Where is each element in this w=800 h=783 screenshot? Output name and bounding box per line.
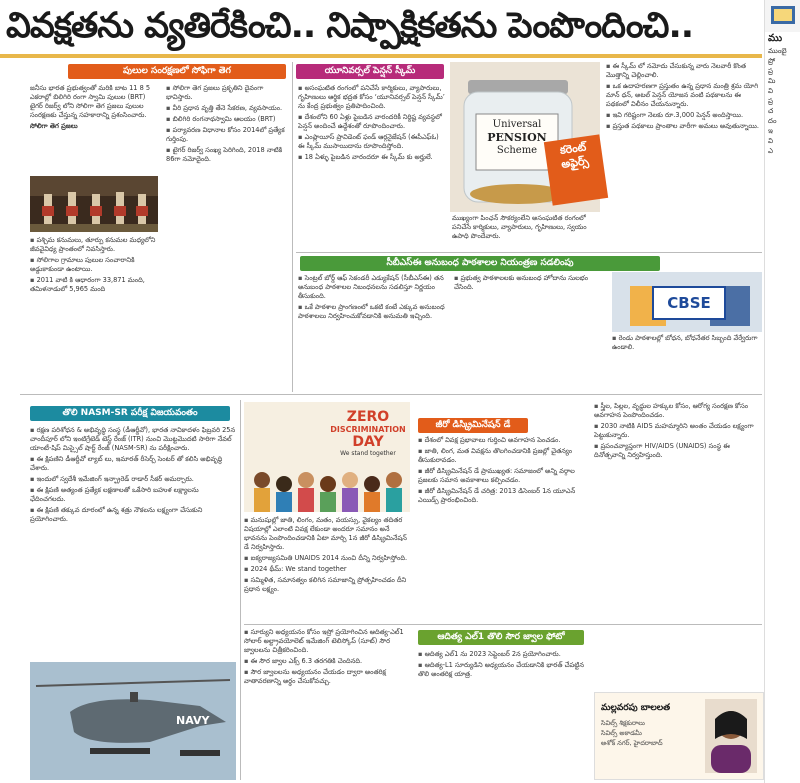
zero-point: ▪ 2024 థీమ్: We stand together [244,565,410,574]
tiger-intro-text: జనీసు భారత ప్రభుత్వంతో మరికి బాట 11 8 5 ఎకరాల్లో బిలిగిరి రంగా స్వామి పులుల (BRT) టైగర్ రిజర్వ్ లోని సోలిగా తెగ ప్రజలు పులుల సంరక్షణకు చేస్తున్న సహకారాన్ని ప్రశంసించారు. [30,84,151,119]
poster-title-line: DAY [352,434,384,450]
author-city: అశోక్ నగర్, హైదరాబాద్ [601,739,663,747]
sidebar-item: ప్ర [768,97,773,105]
aditya-title: ఆదిత్య ఎల్1 తొలి సౌర జ్వాల ఫోటో [418,630,584,645]
jar-label-line: Scheme [496,145,538,156]
zero-text [244,516,410,616]
jar-label-line: Universal [492,119,542,130]
author-box [594,692,764,780]
cbse-title: సీబీఎస్ఈ అనుబంధ పాఠశాలల నియంత్రణ సడలింపు [300,256,660,271]
right-cropped-column [764,0,800,783]
cbse-text-left [298,274,450,392]
author-avatar [705,699,757,773]
tiger-mid-points [166,84,286,390]
zero-point: ▪ మనుషుల్లో జాతి, లింగం, మతం, వయస్సు, వైకల్యం తదితర విషయాల్లో ఎలాంటి వివక్ష లేకుండా అందరూ సమానం అనే భావనను పెంపొందించడానికి ఏటా మార్చి 1న జీరో డిస్క్రిమినేషన్ డే నిర్వహిస్తారు. [244,516,410,552]
jar-label [480,118,554,157]
sidebar-item: ముంబై [768,47,787,55]
sidebar-head: ము [768,33,783,44]
sidebar-item: ప్ర [768,67,773,75]
headline-underline [0,54,762,58]
zero-box-point: ▪ జీరో డిస్క్రిమినేషన్ డే ప్రాముఖ్యత: సమాజంలో అన్ని వర్గాల ప్రజలకు సమాన అవకాశాలు కల్పించడం. [418,467,588,485]
zero-right-point: ▪ స్త్రీల, పిల్లల, వృద్ధుల హక్కుల కోసం, ఆరోగ్య సంరక్షణ కోసం అవగాహన పెంపొందించడం. [594,402,762,420]
navy-helicopter-photo [30,662,236,780]
cbse-logo-image [612,272,762,332]
aditya-point: ▪ సౌర జ్వాలలను అధ్యయనం చేయడం ద్వారా అంతరిక్ష వాతావరణాన్ని అర్థం చేసుకోవచ్చు. [244,668,412,686]
divider [296,252,762,253]
zero-right-point: ▪ ప్రపంచవ్యాప్తంగా HIV/AIDS (UNAIDS) సంస్థ ఈ దినోత్సవాన్ని నిర్వహిస్తుంది. [594,442,762,460]
nasm-title: తొలి NASM-SR పరీక్ష విజయవంతం [30,406,230,421]
pension-point: ▪ ఎంప్లాయీస్ ప్రావిడెంట్ ఫండ్ ఆర్గనైజేషన్ (ఈపీఎఫ్ఓ) ఈ స్కీమ్ ముసాయిదాను రూపొందిస్తోంది. [298,133,446,151]
pension-right-point: ▪ ప్రస్తుత పథకాలు ప్రాంతాల వారీగా అమలు అవుతున్నాయి. [606,122,762,131]
nasm-point: ▪ ఈ క్షిపణి తక్కువ దూరంలో ఉన్న శత్రు నౌకలను లక్ష్యంగా చేసుకుని ప్రయోగించారు. [30,506,236,524]
zero-right-text [594,402,762,622]
nasm-text [30,426,236,658]
nasm-point: ▪ ఈ క్షిపణి అత్యంత ప్రత్యేక లక్షణాలతో ఒకేసారి బహుళ లక్ష్యాలను ఛేదించగలదు. [30,486,236,504]
zero-right-point: ▪ 2030 నాటికి AIDS మహమ్మారిని అంతం చేయడం లక్ష్యంగా పెట్టుకున్నారు. [594,422,762,440]
divider [292,62,293,392]
book-icon [765,0,800,32]
zero-box-point: ▪ జాతి, లింగ, మత వివక్షను తొలగించడానికి ప్రజల్లో చైతన్యం తీసుకురావడం. [418,447,588,465]
pension-bottom-text: ముఖ్యంగా పింఛన్ సౌకర్యంలేని అసంఘటిత రంగంలో పనిచేసే కార్మికులు, వ్యాపారులు, గృహిణులు, స్వయం ఉపాధి పొందేవారు. [452,214,587,240]
tiger-point: ▪ 2011 వాటి కి ఆధారంగా 33,871 మంది, తమిళనాడులో 5,965 మంది [30,276,158,294]
jar-label-line: PENSION [487,131,547,144]
soliga-dancers-photo [30,176,158,232]
poster-tagline: We stand together [340,450,396,457]
sidebar-item: చ [768,107,774,115]
aditya-right-point: ▪ ఆదిత్య-L1 సూర్యుడిని అధ్యయనం చేయడానికి భారత్ చేపట్టిన తొలి అంతరిక్ష యాత్ర. [418,661,588,679]
sidebar-item: ఎ [768,147,773,155]
headline: వివక్షతను వ్యతిరేకించి.. నిష్పాక్షికతను పెంపొందించి.. [6,6,694,46]
poster-heading [328,410,408,458]
pension-point: ▪ దేశంలోని 60 ఏళ్లు పైబడిన వారందరికీ నిర్దిష్ట వ్యవస్థలో పెన్షన్ అందించే ఉద్దేశంతో రూపొందించారు. [298,113,446,131]
pension-right-point: ▪ ఇవి గరిష్టంగా నెలకు రూ.3,000 పెన్షన్ అందిస్తాయి. [606,111,762,120]
divider [244,624,762,625]
aditya-text [244,628,412,780]
author-name: మల్లవరపు బాలలత [601,703,671,713]
sidebar-item: ఇ [768,127,773,135]
pension-right-point: ▪ ఈ స్కీమ్ లో నమోదు చేసుకున్న వారు నెలవారీ కొంత మొత్తాన్ని చెల్లించాలి. [606,62,762,80]
zero-point: ▪ సమ్మిళిత, సమానత్వం కలిగిన సమాజాన్ని ప్రోత్సహించడం దీని ప్రధాన లక్ష్యం. [244,576,410,594]
zero-discrimination-poster [244,402,410,512]
pension-point: ▪ 18 ఏళ్ళు పైబడిన వారందరూ ఈ స్కీమ్ కు అర్హులే. [298,153,446,162]
cbse-point: ▪ ఒకే పాఠశాల ప్రాంగణంలో ఒకటి కంటే ఎక్కువ అనుబంధ పాఠశాలలు నిర్వహించుకోవడానికి అనుమతి ఇచ్చింది. [298,303,450,321]
tiger-mid-point: ▪ బిలిగిరి రంగనాథస్వామి ఆలయం (BRT) [166,115,286,124]
pension-right-text [606,62,762,250]
sidebar-item: వి [768,137,773,145]
zero-box-text [418,436,588,622]
tiger-mid-point: ▪ వీరి ప్రధాన వృత్తి తేనె సేకరణ, వ్యవసాయం. [166,104,286,113]
tiger-mid-point: ▪ టైగర్ రిజర్వ్ సంఖ్య పెరిగింది, 2018 నాటికి 86గా నమోదైంది. [166,146,286,164]
pension-text [298,84,446,254]
pension-right-point: ▪ ఒక ఉదాహరణగా ప్రస్తుతం ఉన్న ప్రధాన మంత్రి శ్రమ యోగి మాన్ ధన్, అటల్ పెన్షన్ యోజన వంటి పథకాలను ఈ పథకంలో విలీనం చేయనున్నారు. [606,82,762,109]
zero-box-title: జీరో డిస్క్రిమినేషన్ డే [418,418,528,433]
soliga-dancers-image [30,176,158,232]
tiger-subhead: సోలిగా తెగ ప్రజలు [30,122,78,130]
zero-box-point: ▪ జీరో డిస్క్రిమినేషన్ డే చరిత్ర: 2013 డిసెంబర్ 1న యూఎన్ ఎయిడ్స్ ప్రారంభించింది. [418,487,588,505]
sidebar-item: ప్రో [768,57,776,65]
aditya-right-text [418,650,588,780]
author-role2: సివిల్స్ అకాడమీ [601,729,642,737]
poster-title-line: ZERO [346,409,390,425]
cbse-point: ▪ ప్రభుత్వ పాఠశాలలకు అనుబంధ హోదాను సులభం చేసింది. [454,274,606,292]
cbse-point: ▪ రెండు పాఠశాలల్లో బోధన, బోధనేతర సిబ్బంది వేర్వేరుగా ఉండాలి. [612,334,762,352]
author-role: సివిల్స్ శిక్షకురాలు [601,719,645,727]
tiger-title: పులుల సంరక్షణలో సోఫిగా తెగ [68,64,286,79]
navy-label: NAVY [176,714,210,727]
nasm-point: ▪ రక్షణ పరిశోధన & అభివృద్ధి సంస్థ (డీఆర్డీవో), భారత నావికాదళం ఫిబ్రవరి 25న చాందీపూర్ లోని ఇంటిగ్రేటెడ్ టెస్ట్ రేంజ్ (ITR) నుంచి మొట్టమొదటి సారిగా నేవల్ యాంటీ-షిప్ మిస్సైల్ షార్ట్ రేంజ్ (NASM-SR) ను పరీక్షించారు. [30,426,236,453]
current-affairs-badge: కరెంట్ అఫైర్స్ [544,134,608,205]
pension-title: యూనివర్సల్ పెన్షన్ స్కీమ్ [296,64,444,79]
sidebar-item: వి [768,87,773,95]
cbse-text-right [612,334,762,392]
zero-box-point: ▪ దేశంలో వివక్ష ప్రభావాలు గుర్తించి అవగాహన పెంచడం. [418,436,588,445]
tiger-mid-point: ▪ సోలిగా తెగ ప్రజలు ప్రకృతిని దైవంగా భావిస్తారు. [166,84,286,102]
aditya-right-point: ▪ ఆదిత్య ఎల్1 ను 2023 సెప్టెంబర్ 2న ప్రయోగించారు. [418,650,588,659]
sidebar-logo [765,0,800,32]
divider [240,400,241,780]
divider [20,394,762,395]
tiger-point: ▪ పశ్చిమ కనుమలు, తూర్పు కనుమల మధ్యలోని జీవవైవిధ్య ప్రాంతంలో నివసిస్తారు. [30,236,158,254]
tiger-points [30,236,158,390]
cbse-point: ▪ సెంట్రల్ బోర్డ్ ఆఫ్ సెకండరీ ఎడ్యుకేషన్ (సీబీఎస్ఈ) తన అనుబంధ పాఠశాలల నిబంధనలను సడలిస్తూ నిర్ణయం తీసుకుంది. [298,274,450,301]
sidebar-item: దం [768,117,777,125]
poster-title-line: DISCRIMINATION [330,425,406,434]
nasm-point: ▪ ఈ క్షిపణిని డీఆర్డీవో ల్యాబ్ లు, ఇమారత్ రీసెర్చ్ సెంటర్ తో కలిసి అభివృద్ధి చేశారు. [30,455,236,473]
cbse-logo-text: CBSE [652,286,726,320]
pension-point: ▪ అసంఘటిత రంగంలో పనిచేసే కార్మికులు, వ్యాపారులు, గృహిణులు ఆర్థిక భద్రత కోసం ‘యూనివర్సల్ పెన్షన్ స్కీమ్’ ను కేంద్ర ప్రభుత్వం ప్రతిపాదించింది. [298,84,446,111]
zero-point: ▪ ఐక్యరాజ్యసమితి UNAIDS 2014 నుంచి దీన్ని నిర్వహిస్తోంది. [244,554,410,563]
cbse-text-mid [454,274,606,392]
sidebar-item: మి [768,77,776,85]
tiger-mid-point: ▪ పర్యావరణ విధానాల కోసం 2014లో ప్రత్యేక గుర్తింపు. [166,126,286,144]
author-avatar-graphic [705,699,757,773]
aditya-point: ▪ సూర్యుని అధ్యయనం కోసం ఇస్రో ప్రయోగించిన ఆదిత్య-ఎల్1 సోలార్ అల్ట్రావయోలెట్ ఇమేజింగ్ టెలిస్కోప్ (సూట్) సౌర జ్వాలలను చిత్రీకరించింది. [244,628,412,655]
tiger-point: ▪ సోలిగాల గ్రామాలు పులుల సంచారానికి అడ్డుకాకుండా ఉంటాయి. [30,256,158,274]
aditya-point: ▪ ఈ సౌర జ్వాల ఎక్స్ 6.3 తరగతికి చెందినది. [244,657,412,666]
nasm-point: ▪ ఇందులో స్వదేశీ ఇమేజింగ్ ఇన్ఫ్రారెడ్ రాడార్ సీకర్ అమర్చారు. [30,475,236,484]
